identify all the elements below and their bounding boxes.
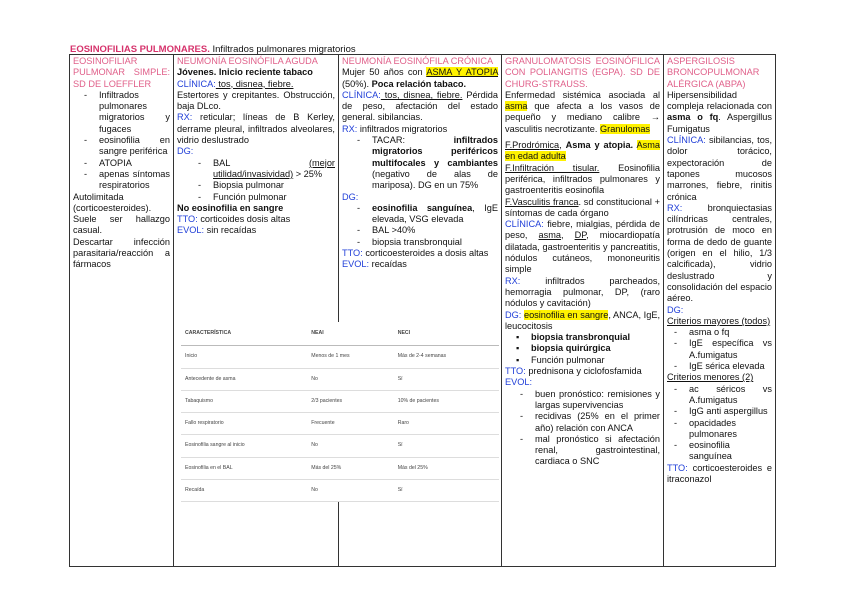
text: CLÍNICA: fiebre, mialgias, pérdida de peso, asma, DP, miocardiopatía dilatada, gastroenteritis y pancreatitis, nódulos cutáneos, mononeuritis simple [505, 219, 661, 275]
text: F.Prodrómica, Asma y atopia. Asma en edad adulta [505, 140, 660, 162]
list-item: - apenas síntomas respiratorios [99, 169, 170, 192]
list-item: - ac séricos vs A.fumigatus [689, 384, 772, 407]
col-loeffler [70, 55, 174, 566]
label: DG: [667, 304, 684, 315]
text: F.Vasculitis franca. sd constitucional + síntomas de cada órgano [505, 196, 660, 218]
text: DG: eosinofilia en sangre, ANCA, IgE, leucocitosis [505, 309, 660, 331]
table-header: NECI [394, 322, 499, 346]
list-item: - BAL >40% [372, 225, 498, 236]
text: TTO: corticoesteroides a dosis altas [342, 248, 489, 259]
col-heading: EOSINOFILIAR PULMONAR SIMPLE: SD DE LOEFFLER [73, 56, 170, 89]
list-item: - ATOPIA [99, 158, 170, 169]
text: Hipersensibilidad compleja relacionada con asma o fq. Aspergillus Fumigatus [667, 89, 772, 134]
text: CLÍNICA: tos, disnea, fiebre. Pérdida de peso, afectación del estado general. sibilancias. [342, 89, 498, 123]
label: DG: [342, 191, 359, 202]
table-row: Recaída No Sí [181, 480, 499, 502]
list-item: ▪ biopsia transbronquial [531, 332, 660, 343]
text: RX: infiltrados parcheados, hemorragia pulmonar, DP, (raro nódulos y cavitación) [505, 275, 660, 309]
list-item: - mal pronóstico si afectación renal, gastrointestinal, cardiaca o SNC [535, 434, 660, 468]
col-heading: NEUMONÍA EOSINÓFILA CRÓNICA [342, 56, 494, 66]
table-row: Antecedente de asma No Sí [181, 368, 499, 390]
list-item: - buen pronóstico: remisiones y largas supervivencias [535, 389, 660, 412]
label: EVOL: [177, 225, 205, 236]
label: DG: [177, 146, 194, 157]
list-item: - IgE sérica elevada [689, 361, 772, 372]
text: EVOL: recaídas [342, 259, 407, 270]
list-item: ▪ Función pulmonar [531, 355, 660, 366]
dg-list [342, 203, 498, 248]
text: TTO: prednisona y ciclofosfamida [505, 366, 642, 377]
text: Jóvenes. Inicio reciente tabaco [177, 67, 313, 78]
table-row: Eosinofilia en el BAL Más del 25% Más del 25% [181, 457, 499, 479]
list-item: - IgE específica vs A.fumigatus [689, 338, 772, 361]
text: Mujer 50 años con ASMA Y ATOPIA (50%). Poca relación tabaco. [342, 67, 499, 89]
table-row: Fallo respiratorio Frecuente Raro [181, 413, 499, 435]
page-title: EOSINOFILIAS PULMONARES. Infiltrados pulmonares migratorios [70, 44, 356, 55]
dg-list [505, 332, 660, 366]
col-abpa [664, 55, 775, 566]
list-item: - eosinofilia sanguínea [689, 440, 772, 463]
text: Criterios mayores (todos) [667, 315, 771, 326]
tacar-list [342, 135, 498, 191]
text: Estertores y crepitantes. Obstrucción, baja DLco. [177, 89, 335, 112]
paragraph: Autolimitada (corticoesteroides). Suele ser hallazgo casual. [73, 191, 170, 236]
label: CLÍNICA: [177, 78, 216, 89]
list-item: - TACAR: infiltrados migratorios periféricos multifocales y cambiantes (negativo de alas de mariposa). DG en un 75% [372, 135, 498, 191]
table-header: CARACTERÍSTICA [181, 322, 307, 346]
table-row: Eosinofilia sangre al inicio No Sí [181, 435, 499, 457]
evol-list [505, 389, 660, 468]
list-item: - opacidades pulmonares [689, 418, 772, 441]
label: RX: [177, 112, 193, 123]
criteria-minor-list [667, 384, 772, 463]
label: EVOL: [505, 377, 533, 388]
list-item: - biopsia transbronquial [372, 237, 498, 248]
col-heading: ASPERGILOSIS BRONCOPULMONAR ALÉRGICA (ABPA) [667, 56, 760, 89]
list-item: ▪ biopsia quirúrgica [531, 343, 660, 354]
text: reticular; líneas de B Kerley, derrame pleural, infiltrados alveolares, vidrio deslustrado [177, 112, 335, 146]
text: CLÍNICA: sibilancias, tos, dolor torácico, expectoración de tapones mucosos marrones, fiebre, rinitis crónica [667, 135, 772, 202]
list-item: - Biopsia pulmonar [213, 180, 335, 191]
text: Enfermedad sistémica asociada al asma que afecta a los vasos de pequeño y mediano calibre → vasculitis necrotizante. Granulomas [505, 89, 660, 134]
paragraph: Descartar infección parasitaria/reacción a fármacos [73, 236, 170, 270]
list-item: - asma o fq [689, 327, 772, 338]
table-row: Tabaquismo 2/3 pacientes 10% de pacientes [181, 390, 499, 412]
col-egpa [502, 55, 664, 566]
list-item: - Función pulmonar [213, 192, 335, 203]
col-heading: GRANULOMATOSIS EOSINÓFILICA CON POLIANGITIS (EGPA). SD DE CHURG-STRAUSS. [505, 56, 660, 89]
text: No eosinofilia en sangre [177, 202, 284, 213]
text: tos, disnea, fiebre. [215, 78, 294, 89]
dg-list [177, 158, 335, 203]
text: RX: infiltrados migratorios [342, 123, 448, 134]
text: corticoides dosis altas [197, 214, 291, 225]
criteria-major-list [667, 327, 772, 372]
comparison-table [181, 322, 499, 502]
label: TTO: [177, 214, 198, 225]
text: Criterios menores (2) [667, 372, 754, 383]
list-item: - eosinofilia sanguínea, IgE elevada, VSG elevada [372, 203, 498, 226]
table-row: Inicio Menos de 1 mes Más de 2-4 semanas [181, 346, 499, 368]
table-header: NEAI [307, 322, 393, 346]
col-heading: NEUMONÍA EOSINÓFILA AGUDA [177, 56, 318, 66]
text: F.Infiltración tisular. Eosinofilia periférica, infiltrados pulmonares y gastroenteritis eosinofila [505, 162, 660, 196]
list-item: - recidivas (25% en el primer año) relación con ANCA [535, 411, 660, 434]
text: TTO: corticoesteroides e itraconazol [667, 462, 772, 484]
list-item: - IgG anti aspergillus [689, 406, 772, 417]
table-header-row [181, 322, 499, 346]
feature-list [73, 90, 170, 192]
list-item: - eosinofilia en sangre periférica [99, 135, 170, 158]
text: RX: bronquiectasias cilíndricas centrales, protrusión de moco en forma de dedo de guante (origen en el hilio, 1/3 calcificada), vidrio deslustrado y consolidación del espacio aéreo. [667, 202, 772, 304]
list-item: - Infiltrados pulmonares migratorios y fugaces [99, 90, 170, 135]
list-item: - BAL (mejor utilidad/invasividad) > 25% [213, 158, 335, 181]
text: sin recaídas [204, 225, 257, 236]
